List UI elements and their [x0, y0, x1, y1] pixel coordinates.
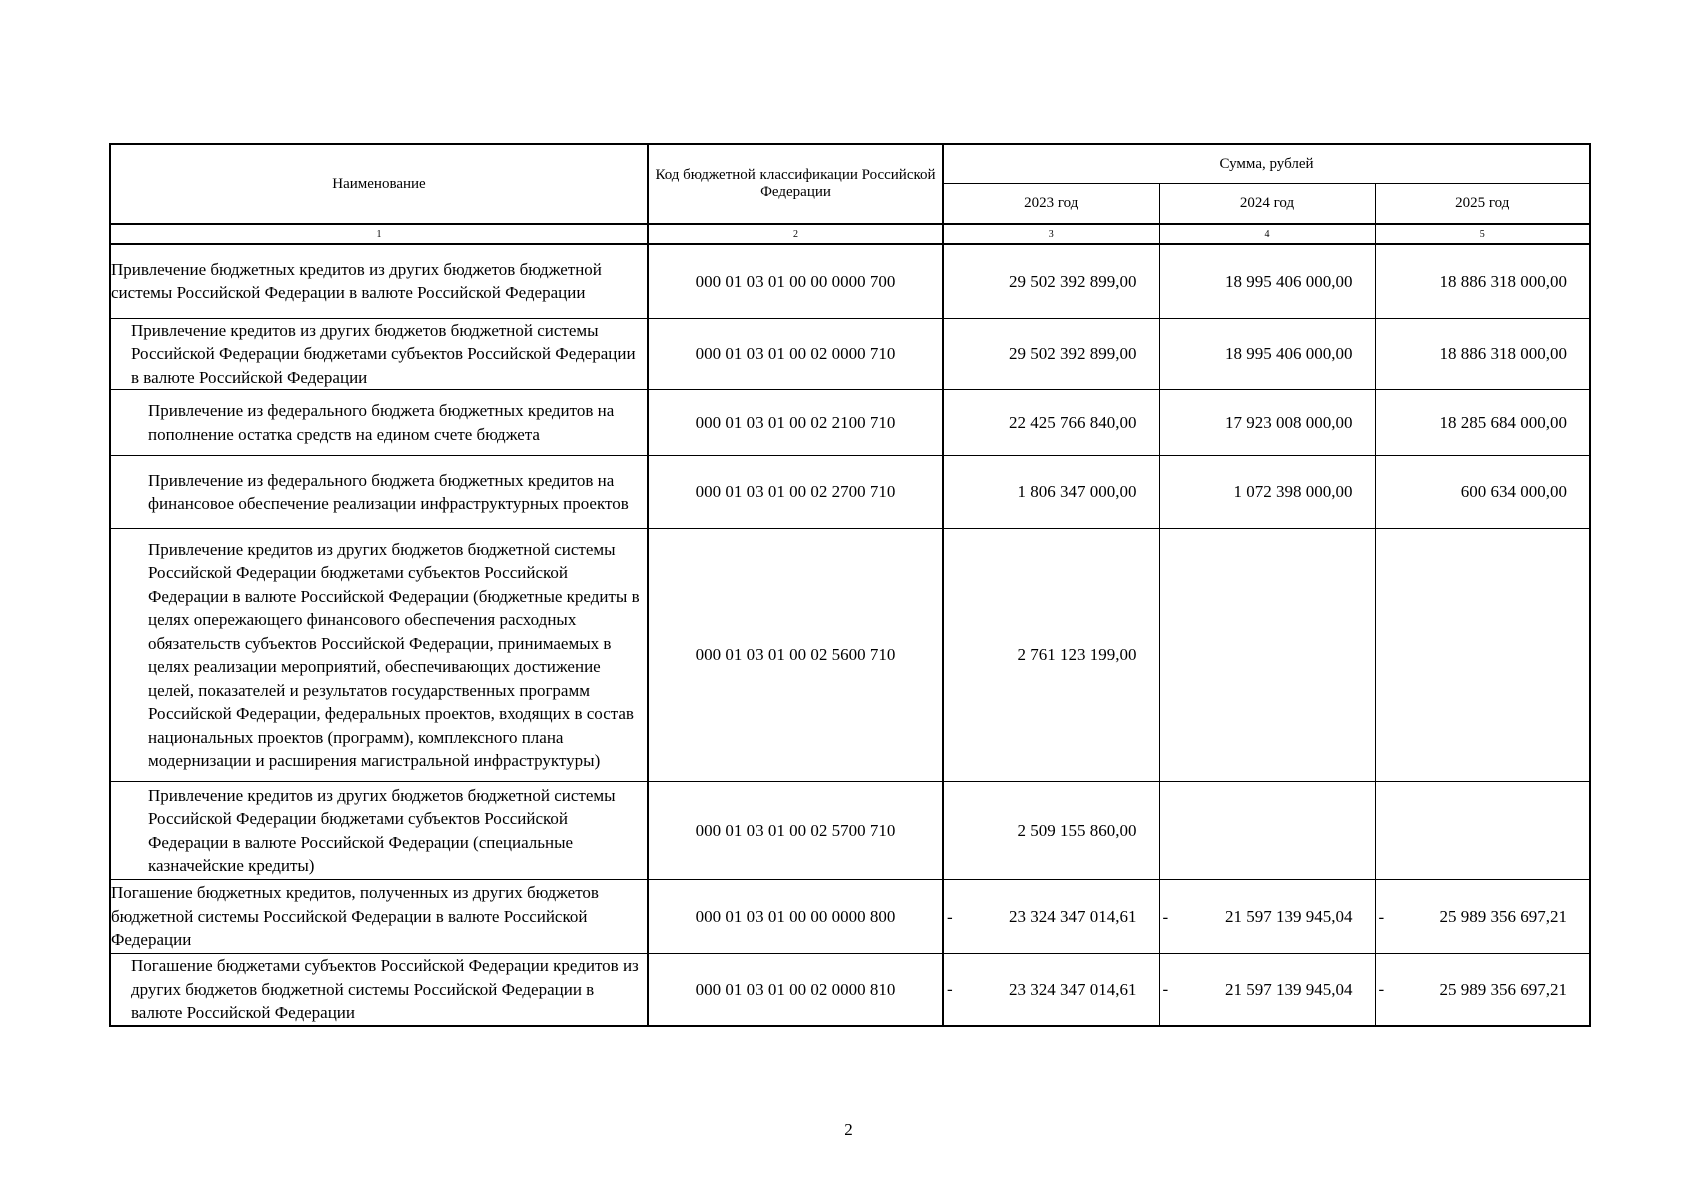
header-year-2023: 2023 год	[943, 184, 1159, 225]
amount-value: 29 502 392 899,00	[1009, 344, 1137, 363]
budget-table-sheet	[109, 143, 1589, 1027]
row-amount-2025	[1375, 880, 1590, 954]
table-row	[110, 880, 1590, 954]
amount-value: 2 509 155 860,00	[1017, 820, 1137, 840]
column-number-4: 4	[1159, 224, 1375, 244]
header-name: Наименование	[110, 144, 648, 224]
row-amount-2024	[1159, 529, 1375, 782]
row-code: 000 01 03 01 00 02 2100 710	[648, 390, 943, 456]
row-code: 000 01 03 01 00 02 5600 710	[648, 529, 943, 782]
minus-sign: -	[947, 906, 953, 926]
row-amount-2025	[1375, 318, 1590, 390]
amount-value: 17 923 008 000,00	[1225, 412, 1353, 432]
row-amount-2025	[1375, 954, 1590, 1026]
page-number: 2	[844, 1120, 853, 1139]
row-amount-2023	[943, 954, 1159, 1026]
row-amount-2023	[943, 529, 1159, 782]
row-amount-2025	[1375, 782, 1590, 880]
budget-table	[109, 143, 1591, 1027]
row-amount-2023	[943, 456, 1159, 529]
table-row	[110, 318, 1590, 390]
row-name: Привлечение кредитов из других бюджетов бюджетной системы Российской Федерации бюджетами субъектов Российской Федерации в валюте Российской Федерации (специальные казначейские кредиты)	[110, 782, 648, 880]
amount-value: 25 989 356 697,21	[1439, 906, 1568, 926]
table-row	[110, 529, 1590, 782]
column-number-2: 2	[648, 224, 943, 244]
row-name: Привлечение из федерального бюджета бюджетных кредитов на финансовое обеспечение реализации инфраструктурных проектов	[110, 456, 648, 529]
table-row	[110, 390, 1590, 456]
header-year-2025: 2025 год	[1375, 184, 1590, 225]
header-code: Код бюджетной классификации Российской Федерации	[648, 144, 943, 224]
column-number-5: 5	[1375, 224, 1590, 244]
table-row	[110, 954, 1590, 1026]
row-code: 000 01 03 01 00 00 0000 800	[648, 880, 943, 954]
amount-value: 23 324 347 014,61	[1009, 979, 1137, 999]
header-year-2024: 2024 год	[1159, 184, 1375, 225]
row-amount-2024	[1159, 954, 1375, 1026]
row-amount-2024	[1159, 244, 1375, 318]
column-number-3: 3	[943, 224, 1159, 244]
table-body	[110, 244, 1590, 1026]
row-amount-2024	[1159, 456, 1375, 529]
row-name: Привлечение из федерального бюджета бюджетных кредитов на пополнение остатка средств на едином счете бюджета	[110, 390, 648, 456]
amount-value: 18 886 318 000,00	[1439, 344, 1568, 363]
amount-value: 21 597 139 945,04	[1225, 906, 1353, 926]
row-name: Погашение бюджетами субъектов Российской Федерации кредитов из других бюджетов бюджетной системы Российской Федерации в валюте Российской Федерации	[110, 954, 648, 1026]
amount-value: 18 886 318 000,00	[1439, 271, 1568, 291]
amount-value: 2 761 123 199,00	[1017, 645, 1137, 665]
row-amount-2023	[943, 782, 1159, 880]
row-amount-2024	[1159, 782, 1375, 880]
amount-value: 29 502 392 899,00	[1009, 271, 1137, 291]
row-code: 000 01 03 01 00 00 0000 700	[648, 244, 943, 318]
amount-value: 18 995 406 000,00	[1225, 344, 1353, 363]
row-amount-2024	[1159, 880, 1375, 954]
row-code: 000 01 03 01 00 02 5700 710	[648, 782, 943, 880]
row-amount-2024	[1159, 318, 1375, 390]
row-amount-2024	[1159, 390, 1375, 456]
minus-sign: -	[1162, 979, 1169, 999]
row-amount-2023	[943, 318, 1159, 390]
row-amount-2023	[943, 390, 1159, 456]
minus-sign: -	[1378, 979, 1385, 999]
minus-sign: -	[947, 979, 953, 999]
amount-value: 18 995 406 000,00	[1225, 271, 1353, 291]
header-sum: Сумма, рублей	[943, 144, 1590, 184]
row-amount-2025	[1375, 456, 1590, 529]
row-name: Привлечение кредитов из других бюджетов бюджетной системы Российской Федерации бюджетами субъектов Российской Федерации в валюте Российской Федерации (бюджетные кредиты в целях опережающего финансового обеспечения расходных обязательств субъектов Российской Федерации, принимаемых в целях реализации мероприятий, обеспечивающих достижение целей, показателей и результатов государственных программ Российской Федерации, федеральных проектов, входящих в состав национальных проектов (программ), комплексного плана модернизации и расширения магистральной инфраструктуры)	[110, 529, 648, 782]
row-name: Привлечение бюджетных кредитов из других бюджетов бюджетной системы Российской Федерации в валюте Российской Федерации	[110, 244, 648, 318]
amount-value: 600 634 000,00	[1460, 482, 1568, 502]
table-row	[110, 782, 1590, 880]
table-row	[110, 456, 1590, 529]
amount-value: 22 425 766 840,00	[1009, 412, 1137, 432]
minus-sign: -	[1378, 906, 1385, 926]
row-amount-2025	[1375, 390, 1590, 456]
row-code: 000 01 03 01 00 02 0000 810	[648, 954, 943, 1026]
row-code: 000 01 03 01 00 02 2700 710	[648, 456, 943, 529]
row-name: Погашение бюджетных кредитов, полученных из других бюджетов бюджетной системы Российской Федерации в валюте Российской Федерации	[110, 880, 648, 954]
row-name: Привлечение кредитов из других бюджетов бюджетной системы Российской Федерации бюджетами субъектов Российской Федерации в валюте Российской Федерации	[110, 318, 648, 390]
row-amount-2023	[943, 880, 1159, 954]
amount-value: 18 285 684 000,00	[1439, 412, 1568, 432]
column-number-1: 1	[110, 224, 648, 244]
amount-value: 25 989 356 697,21	[1439, 979, 1568, 999]
minus-sign: -	[1162, 906, 1169, 926]
row-amount-2023	[943, 244, 1159, 318]
amount-value: 1 806 347 000,00	[1017, 482, 1137, 502]
table-row	[110, 244, 1590, 318]
row-amount-2025	[1375, 244, 1590, 318]
row-amount-2025	[1375, 529, 1590, 782]
amount-value: 23 324 347 014,61	[1009, 906, 1137, 926]
amount-value: 1 072 398 000,00	[1233, 482, 1353, 502]
amount-value: 21 597 139 945,04	[1225, 979, 1353, 999]
row-code: 000 01 03 01 00 02 0000 710	[648, 318, 943, 390]
